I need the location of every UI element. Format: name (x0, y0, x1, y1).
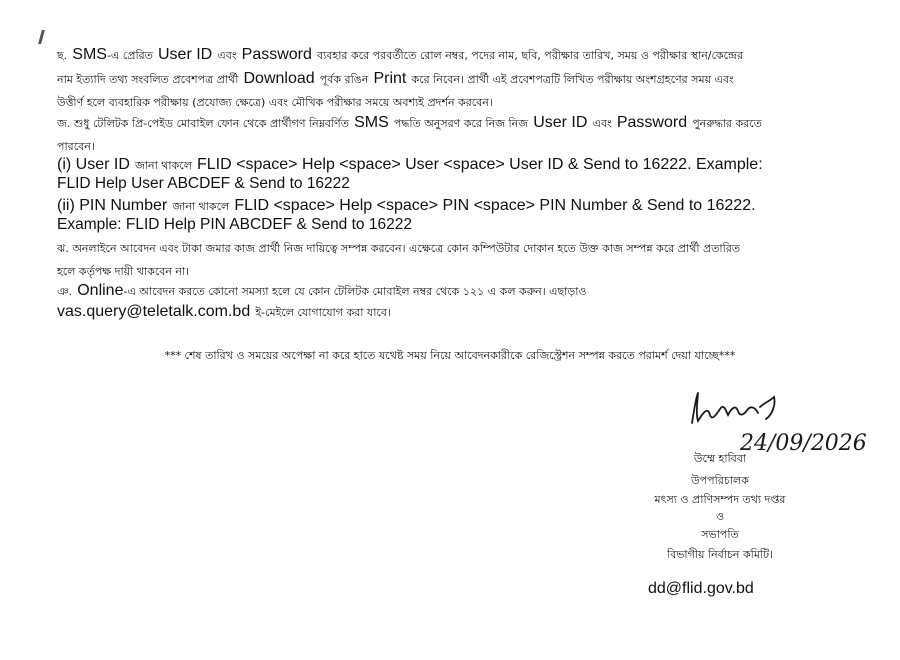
teletalk-email: vas.query@teletalk.com.bd (57, 303, 251, 320)
item-ja-line-1: জ. শুধু টেলিটক প্রি-পেইড মোবাইল ফোন থেকে প্রার্থীগণ নিম্নবর্ণিত SMS পদ্ধতি অনুসরণ করে নিজ নিজ User ID এবং Password পুনরুদ্ধার করতে (57, 114, 762, 131)
officer-designation: উপপরিচালক (691, 474, 749, 487)
committee-name: বিভাগীয় নির্বাচন কমিটি। (666, 548, 774, 561)
svg-text:24/09/2026: 24/09/2026 (740, 431, 867, 456)
step-i-line-2: FLID Help User ABCDEF & Send to 16222 (57, 175, 350, 192)
step-i-line-1: (i) User ID জানা থাকলে FLID <space> Help <space> User <space> User ID & Send to 16222. Example: (57, 156, 763, 173)
officer-email: dd@flid.gov.bd (648, 580, 754, 597)
item-nya-line-1: ঞ. Online-এ আবেদন করতে কোনো সমস্যা হলে যে কোন টেলিটক মোবাইল নম্বর থেকে ১২১ এ কল করুন। এছাড়াও (57, 282, 587, 299)
item-chha-line-3: উত্তীর্ণ হলে ব্যবহারিক পরীক্ষায় (প্রযোজ্য ক্ষেত্রে) এবং মৌখিক পরীক্ষার সময়ে অবশ্যই প্রদর্শন করবেন। (57, 96, 493, 109)
conjunction-text: ও (715, 510, 725, 523)
scan-mark (38, 30, 45, 44)
officer-role: সভাপতি (701, 528, 739, 541)
officer-office: মৎস্য ও প্রাণিসম্পদ তথ্য দপ্তর (654, 493, 786, 506)
step-ii-line-2: Example: FLID Help PIN ABCDEF & Send to 16222 (57, 216, 412, 233)
officer-name: উম্মে হাবিবা (693, 452, 747, 465)
deadline-notice: *** শেষ তারিখ ও সময়ের অপেক্ষা না করে হাতে যথেষ্ট সময় নিয়ে আবেদনকারীকে রেজিস্ট্রেশন সম্পন্ন করতে পরামর্শ দেয়া যাচ্ছে*** (164, 349, 736, 362)
item-chha-line-2: নাম ইত্যাদি তথ্য সংবলিত প্রবেশপত্র প্রার্থী Download পূর্বক রঙিন Print করে নিবেন। প্রার্থী এই প্রবেশপত্রটি লিখিত পরীক্ষায় অংশগ্রহণের সময় এবং (57, 70, 734, 87)
step-ii-line-1: (ii) PIN Number জানা থাকলে FLID <space> Help <space> PIN <space> PIN Number & Send to 16222. (57, 197, 756, 214)
item-jha-line-2: হলে কর্তৃপক্ষ দায়ী থাকবেন না। (57, 265, 190, 278)
item-chha-line-1: ছ. SMS-এ প্রেরিত User ID এবং Password ব্যবহার করে পরবর্তীতে রোল নম্বর, পদের নাম, ছবি, পরীক্ষার তারিখ, সময় ও পরীক্ষার স্থান/কেন্দ্রের (57, 46, 744, 63)
item-nya-line-2: vas.query@teletalk.com.bd ই-মেইলে যোগাযোগ করা যাবে। (57, 303, 391, 320)
item-jha-line-1: ঝ. অনলাইনে আবেদন এবং টাকা জমার কাজ প্রার্থী নিজ দায়িত্বে সম্পন্ন করবেন। এক্ষেত্রে কোন কম্পিউটার দোকান হতে উক্ত কাজ সম্পন্ন করে প্রার্থী প্রতারিত (57, 242, 741, 255)
item-ja-line-2: পারবেন। (57, 140, 95, 153)
